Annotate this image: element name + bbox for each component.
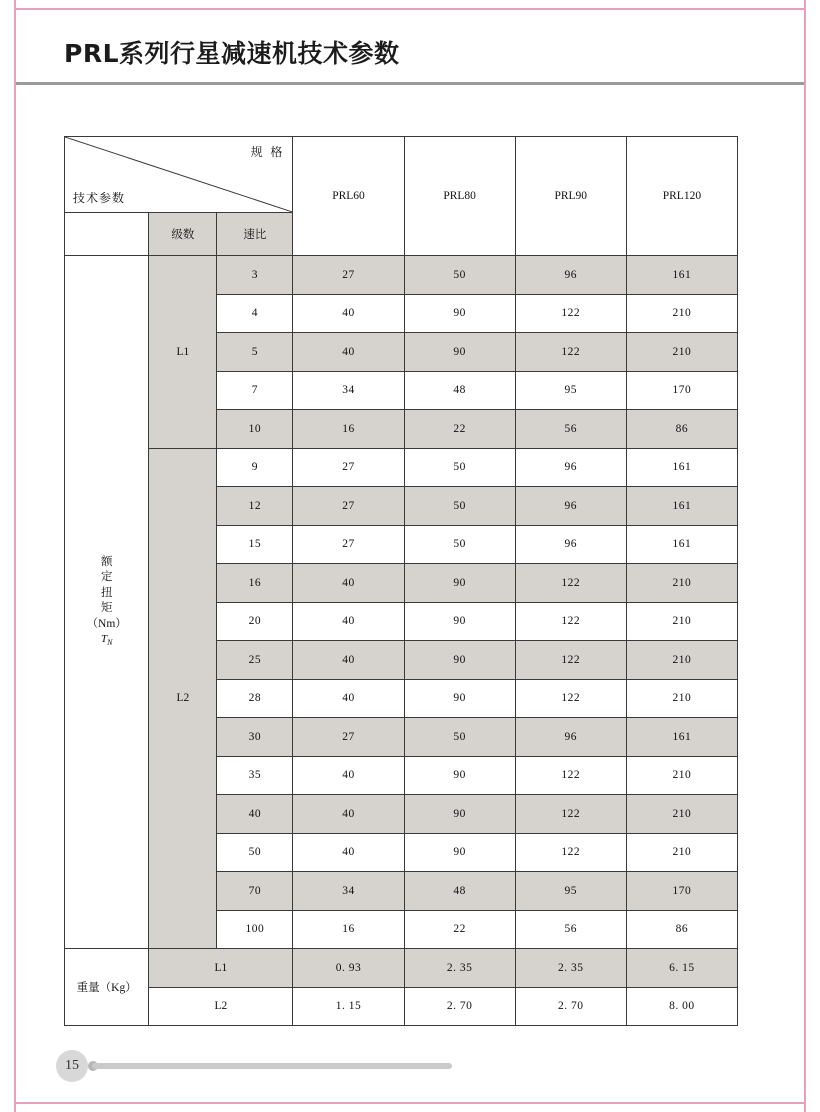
torque-value-cell: 210 [626,294,737,333]
torque-value-cell: 161 [626,487,737,526]
torque-value-cell: 95 [515,371,626,410]
torque-value-cell: 170 [626,872,737,911]
torque-value-cell: 96 [515,256,626,295]
torque-value-cell: 27 [293,487,404,526]
torque-value-cell: 122 [515,679,626,718]
table-row [65,949,738,988]
weight-value-cell: 2. 70 [515,987,626,1026]
torque-value-cell: 210 [626,795,737,834]
stage-label-l1: L1 [149,256,217,449]
page-title: PRL系列行星减速机技术参数 [64,39,400,68]
torque-value-cell: 161 [626,525,737,564]
torque-value-cell: 122 [515,564,626,603]
ratio-cell: 4 [217,294,293,333]
torque-value-cell: 122 [515,795,626,834]
torque-value-cell: 122 [515,756,626,795]
ratio-cell: 100 [217,910,293,949]
ratio-cell: 28 [217,679,293,718]
torque-value-cell: 210 [626,641,737,680]
page-border-bottom [14,1102,806,1104]
spec-table-container [64,136,738,1026]
ratio-header-cell: 速比 [217,213,293,256]
torque-value-cell: 90 [404,679,515,718]
torque-value-cell: 96 [515,718,626,757]
torque-value-cell: 48 [404,872,515,911]
torque-value-cell: 90 [404,564,515,603]
model-header-prl90: PRL90 [515,137,626,256]
weight-value-cell: 2. 35 [515,949,626,988]
torque-value-cell: 90 [404,333,515,372]
ratio-cell: 70 [217,872,293,911]
torque-value-cell: 16 [293,410,404,449]
torque-value-cell: 22 [404,910,515,949]
footer-bar [92,1063,452,1069]
torque-value-cell: 27 [293,718,404,757]
torque-value-cell: 40 [293,756,404,795]
ratio-cell: 40 [217,795,293,834]
torque-value-cell: 16 [293,910,404,949]
torque-value-cell: 90 [404,833,515,872]
torque-value-cell: 95 [515,872,626,911]
page-border-left [14,0,16,1112]
ratio-cell: 50 [217,833,293,872]
torque-value-cell: 50 [404,487,515,526]
weight-stage-cell: L1 [149,949,293,988]
torque-value-cell: 22 [404,410,515,449]
torque-value-cell: 96 [515,525,626,564]
torque-value-cell: 161 [626,256,737,295]
torque-value-cell: 210 [626,756,737,795]
torque-value-cell: 40 [293,564,404,603]
spec-label: 规 格 [250,145,285,159]
page-number-badge: 15 [56,1050,88,1082]
torque-value-cell: 40 [293,333,404,372]
weight-value-cell: 1. 15 [293,987,404,1026]
torque-value-cell: 170 [626,371,737,410]
torque-value-cell: 122 [515,833,626,872]
param-label: 技术参数 [73,191,126,205]
page-border-right [804,0,806,1112]
page-border-top [14,8,806,10]
table-row [65,987,738,1026]
torque-value-cell: 210 [626,564,737,603]
torque-value-cell: 210 [626,333,737,372]
stage-header-cell: 级数 [149,213,217,256]
model-header-prl80: PRL80 [404,137,515,256]
header-divider [16,82,804,85]
page-footer [50,1050,770,1082]
table-row [65,448,738,487]
torque-value-cell: 50 [404,525,515,564]
ratio-cell: 3 [217,256,293,295]
ratio-cell: 16 [217,564,293,603]
torque-value-cell: 34 [293,371,404,410]
torque-value-cell: 122 [515,294,626,333]
torque-value-cell: 56 [515,410,626,449]
torque-value-cell: 27 [293,256,404,295]
torque-value-cell: 210 [626,602,737,641]
param-spacer-cell [65,213,149,256]
torque-value-cell: 96 [515,448,626,487]
weight-stage-cell: L2 [149,987,293,1026]
torque-value-cell: 122 [515,641,626,680]
torque-value-cell: 90 [404,602,515,641]
weight-value-cell: 2. 70 [404,987,515,1026]
ratio-cell: 20 [217,602,293,641]
torque-value-cell: 40 [293,795,404,834]
ratio-cell: 30 [217,718,293,757]
ratio-cell: 10 [217,410,293,449]
torque-value-cell: 90 [404,756,515,795]
torque-value-cell: 40 [293,679,404,718]
model-header-prl120: PRL120 [626,137,737,256]
weight-value-cell: 2. 35 [404,949,515,988]
torque-value-cell: 96 [515,487,626,526]
torque-value-cell: 50 [404,718,515,757]
ratio-cell: 7 [217,371,293,410]
torque-value-cell: 210 [626,679,737,718]
ratio-cell: 25 [217,641,293,680]
ratio-cell: 35 [217,756,293,795]
spec-table-body [65,137,738,1026]
ratio-cell: 12 [217,487,293,526]
torque-value-cell: 90 [404,795,515,834]
weight-value-cell: 8. 00 [626,987,737,1026]
torque-value-cell: 90 [404,641,515,680]
torque-value-cell: 40 [293,641,404,680]
torque-value-cell: 161 [626,718,737,757]
torque-value-cell: 34 [293,872,404,911]
table-row [65,256,738,295]
torque-value-cell: 50 [404,448,515,487]
torque-value-cell: 56 [515,910,626,949]
page-header [16,18,804,84]
corner-header-cell [65,137,293,213]
torque-value-cell: 210 [626,833,737,872]
torque-value-cell: 122 [515,602,626,641]
torque-value-cell: 40 [293,294,404,333]
torque-value-cell: 40 [293,602,404,641]
stage-label-l2: L2 [149,448,217,949]
weight-row-label: 重量（Kg） [65,949,149,1026]
weight-value-cell: 6. 15 [626,949,737,988]
torque-value-cell: 86 [626,410,737,449]
torque-value-cell: 161 [626,448,737,487]
spec-table [64,136,738,1026]
torque-row-label: 额 定 扭 矩 （Nm） $T_N$ [65,256,149,949]
ratio-cell: 9 [217,448,293,487]
torque-value-cell: 86 [626,910,737,949]
torque-value-cell: 48 [404,371,515,410]
torque-value-cell: 40 [293,833,404,872]
torque-value-cell: 50 [404,256,515,295]
weight-value-cell: 0. 93 [293,949,404,988]
table-header-row [65,137,738,213]
torque-value-cell: 27 [293,525,404,564]
ratio-cell: 15 [217,525,293,564]
model-header-prl60: PRL60 [293,137,404,256]
torque-value-cell: 122 [515,333,626,372]
torque-value-cell: 90 [404,294,515,333]
torque-value-cell: 27 [293,448,404,487]
ratio-cell: 5 [217,333,293,372]
